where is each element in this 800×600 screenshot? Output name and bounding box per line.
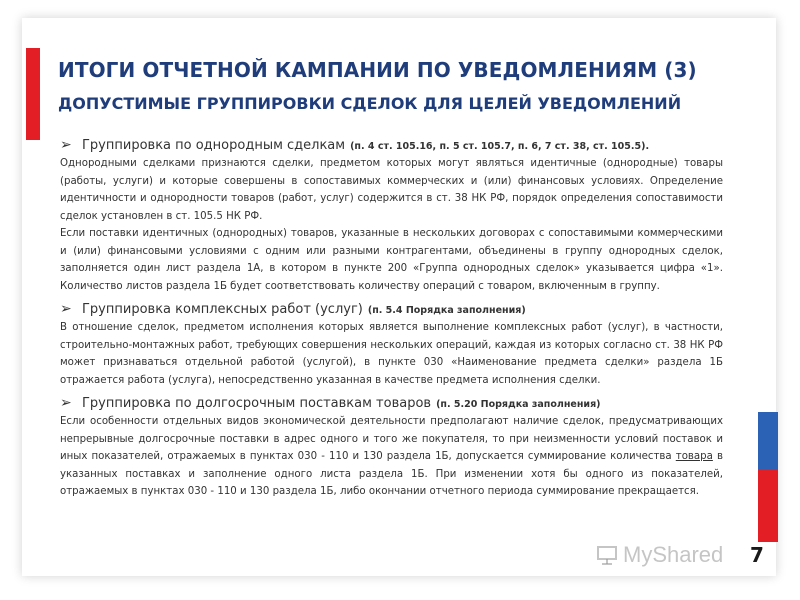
watermark-text: MyShared [623,542,724,567]
arrow-bullet-icon: ➢ [60,395,72,411]
paragraph-text: Если особенности отдельных видов экономической деятельности предполагают наличие сделок, предусматривающих непрерывные долгосрочные поставки в адрес одного и того же покупателя, то при неизменности условий поставок и иных показателей, отражаемых в пунктах 030 - 110 и 130 раздела 1Б, допускается суммирование количества [60,416,723,462]
section-heading-ref: (п. 5.4 Порядка заполнения) [367,305,526,316]
slide-subtitle: ДОПУСТИМЫЕ ГРУППИРОВКИ СДЕЛОК ДЛЯ ЦЕЛЕЙ УВЕДОМЛЕНИЙ [58,94,682,113]
section-heading [60,301,723,317]
goods-link[interactable]: товара [675,451,713,462]
slide-content [60,137,723,507]
section-paragraph: Однородными сделками признаются сделки, предметом которых могут являться идентичные (однородные) товары (работы, услуги) и которые совершены в сопоставимых коммерческих и (или) финансовых условиях. Определение идентичности и однородности товаров (работ, услуг) содержится в ст. 38 НК РФ, порядок определения сопоставимости сделок установлен в ст. 105.5 НК РФ. [60,158,723,222]
slide-title: ИТОГИ ОТЧЕТНОЙ КАМПАНИИ ПО УВЕДОМЛЕНИЯМ (3) [58,58,697,82]
arrow-bullet-icon: ➢ [60,137,72,153]
section-heading [60,395,723,411]
section-heading-ref: (п. 5.20 Порядка заполнения) [436,399,601,410]
section-heading [60,137,723,153]
section-paragraph: Если поставки идентичных (однородных) товаров, указанные в нескольких договорах с сопоставимыми коммерческими и (или) финансовыми условиями с одним или разными контрагентами, объединены в группу однородных сделок, заполняется один лист раздела 1А, в котором в пункте 200 «Группа однородных сделок» указывается цифра «1». Количество листов раздела 1Б будет соответствовать количеству операций с товаром, включенным в группу. [60,228,723,292]
page-number: 7 [750,543,764,567]
arrow-bullet-icon: ➢ [60,301,72,317]
section-paragraph [60,413,723,501]
paragraph-text: в указанных поставках и заполнение одного листа раздела 1Б. При изменении хотя бы одного из показателей, отражаемых в пунктах 030 - 110 и 130 раздела 1Б, либо окончании отчетного периода суммирование прекращается. [60,451,723,497]
section-heading-text: Группировка по долгосрочным поставкам товаров [82,396,432,411]
section-complex-works [60,301,723,389]
section-paragraph: В отношение сделок, предметом исполнения которых является выполнение комплексных работ (услуг), в частности, строительно-монтажных работ, требующих совершения нескольких операций, каждая из которых согласно ст. 38 НК РФ может признаваться отдельной работой (услугой), в пункте 030 «Наименование предмета сделки» раздела 1Б отражается работа (услуга), непосредственно указанная в качестве предмета исполнения сделки. [60,322,723,386]
section-heading-ref: (п. 4 ст. 105.16, п. 5 ст. 105.7, п. 6, 7 ст. 38, ст. 105.5). [350,141,650,152]
section-long-term-supplies [60,395,723,501]
section-heading-text: Группировка по однородным сделкам [82,138,346,153]
red-accent-bar-bottom [758,470,778,542]
section-heading-text: Группировка комплексных работ (услуг) [82,302,363,317]
section-homogeneous [60,137,723,295]
side-color-bars [758,412,778,542]
presentation-icon [595,543,619,567]
blue-accent-bar [758,412,778,470]
watermark [595,542,723,568]
red-accent-bar [26,48,40,140]
